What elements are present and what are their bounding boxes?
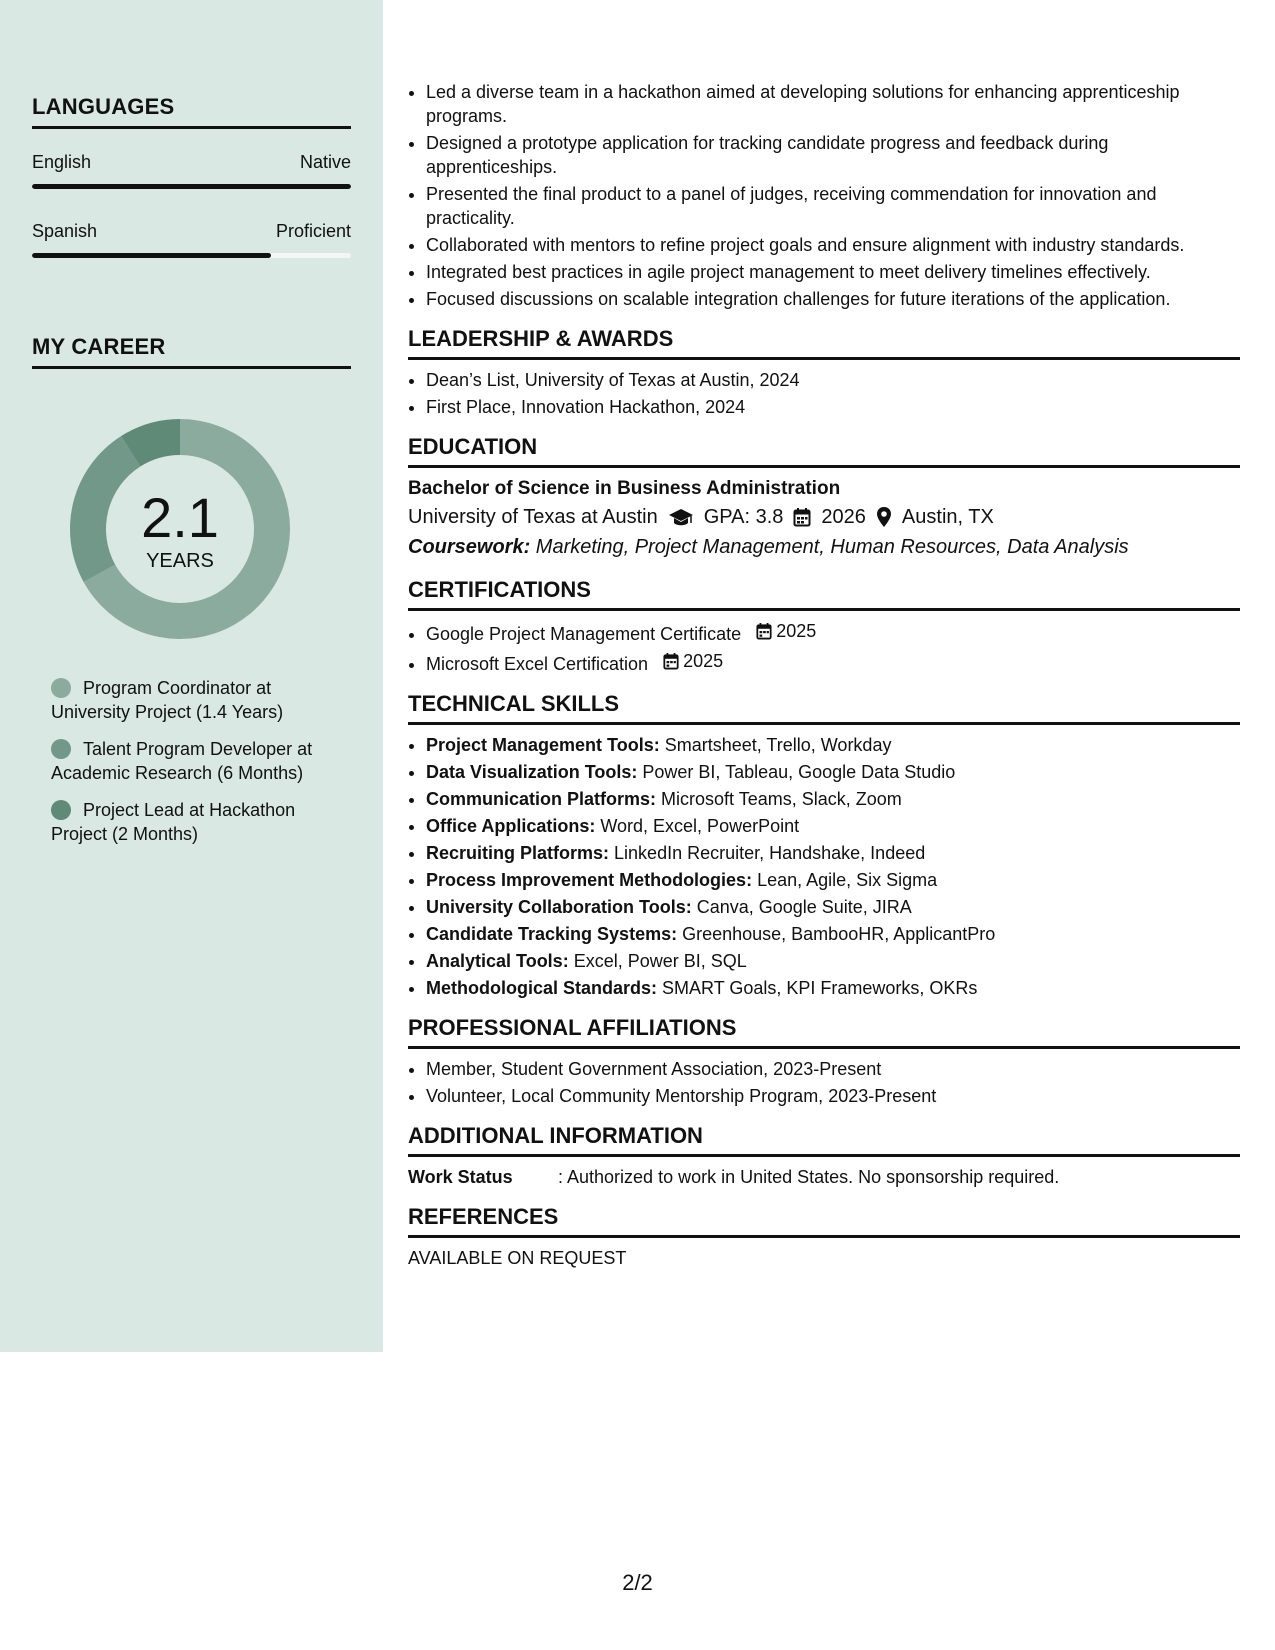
calendar-icon bbox=[793, 507, 811, 527]
skill-values: Canva, Google Suite, JIRA bbox=[691, 897, 912, 917]
section-heading: EDUCATION bbox=[408, 433, 1240, 468]
references-text: AVAILABLE ON REQUEST bbox=[408, 1248, 627, 1268]
list-item bbox=[426, 976, 1240, 1000]
skill-category: Candidate Tracking Systems: bbox=[426, 924, 678, 944]
leadership-section bbox=[408, 325, 1240, 419]
list-item bbox=[426, 619, 1240, 646]
technical-skills-section bbox=[408, 690, 1240, 1000]
main-content bbox=[408, 80, 1240, 1270]
section-heading: LEADERSHIP & AWARDS bbox=[408, 325, 1240, 360]
section-heading: ADDITIONAL INFORMATION bbox=[408, 1122, 1240, 1157]
list-item bbox=[426, 649, 1240, 676]
language-level: Native bbox=[299, 152, 351, 172]
coursework-list: Marketing, Project Management, Human Resources, Data Analysis bbox=[530, 536, 1129, 558]
section-heading: PROFESSIONAL AFFILIATIONS bbox=[408, 1014, 1240, 1049]
languages-heading: LANGUAGES bbox=[32, 94, 351, 129]
coursework-label: Coursework: bbox=[408, 536, 531, 558]
language-row-english bbox=[32, 152, 351, 173]
legend-dot-icon bbox=[51, 800, 71, 820]
list-item: • First Place, Innovation Hackathon, 2024 bbox=[426, 395, 1240, 419]
language-name: English bbox=[32, 152, 92, 172]
section-heading: CERTIFICATIONS bbox=[408, 576, 1240, 611]
career-heading: MY CAREER bbox=[32, 334, 351, 369]
skill-values: LinkedIn Recruiter, Handshake, Indeed bbox=[609, 843, 926, 863]
work-status-row bbox=[408, 1165, 1240, 1189]
list-item: • Designed a prototype application for tracking candidate progress and feedback during apprenticeships. bbox=[426, 131, 1240, 179]
career-legend-item bbox=[51, 676, 341, 724]
language-bar-fill bbox=[32, 184, 351, 189]
gpa: GPA: 3.8 bbox=[703, 506, 784, 528]
list-item: • Integrated best practices in agile project management to meet delivery timelines effectively. bbox=[426, 260, 1240, 284]
career-legend-item bbox=[51, 737, 341, 785]
career-legend-label: Project Lead at Hackathon Project (2 Months) bbox=[51, 800, 296, 844]
graduation-cap-icon bbox=[668, 507, 694, 527]
references-section bbox=[408, 1203, 1240, 1270]
skill-values: Lean, Agile, Six Sigma bbox=[752, 870, 938, 890]
location-pin-icon bbox=[876, 506, 892, 528]
list-item bbox=[426, 868, 1240, 892]
coursework bbox=[408, 532, 1240, 562]
list-item bbox=[426, 760, 1240, 784]
certification-name: Google Project Management Certificate bbox=[426, 624, 742, 644]
legend-dot-icon bbox=[51, 678, 71, 698]
skill-category: Data Visualization Tools: bbox=[426, 762, 638, 782]
career-legend-item bbox=[51, 798, 341, 846]
list-item: • Collaborated with mentors to refine project goals and ensure alignment with industry standards. bbox=[426, 233, 1240, 257]
skill-category: Methodological Standards: bbox=[426, 978, 658, 998]
language-level: Proficient bbox=[275, 221, 351, 241]
career-total-unit: YEARS bbox=[146, 550, 214, 572]
section-heading: REFERENCES bbox=[408, 1203, 1240, 1238]
degree-title: Bachelor of Science in Business Administration bbox=[408, 478, 841, 499]
calendar-icon bbox=[756, 622, 772, 640]
list-item bbox=[426, 895, 1240, 919]
language-name: Spanish bbox=[32, 221, 98, 241]
language-bar-english bbox=[32, 184, 351, 189]
work-status-label: Work Status bbox=[408, 1167, 513, 1187]
certification-date bbox=[756, 619, 816, 643]
career-total-value: 2.1 bbox=[141, 486, 219, 549]
skill-category: University Collaboration Tools: bbox=[426, 897, 692, 917]
list-item: • Member, Student Government Association, 2023-Present bbox=[426, 1057, 1240, 1081]
skill-values: Word, Excel, PowerPoint bbox=[595, 816, 800, 836]
education-details bbox=[408, 502, 1240, 532]
graduation-year: 2026 bbox=[821, 506, 866, 528]
skill-category: Communication Platforms: bbox=[426, 789, 657, 809]
certification-date bbox=[663, 649, 723, 673]
education-section bbox=[408, 433, 1240, 562]
school-location: Austin, TX bbox=[901, 506, 994, 528]
certification-year: 2025 bbox=[683, 651, 724, 671]
career-legend-label: Talent Program Developer at Academic Research (6 Months) bbox=[51, 739, 313, 783]
skill-category: Office Applications: bbox=[426, 816, 596, 836]
affiliations-section bbox=[408, 1014, 1240, 1108]
list-item: • Presented the final product to a panel of judges, receiving commendation for innovation and practicality. bbox=[426, 182, 1240, 230]
language-bar-spanish bbox=[32, 253, 351, 258]
skill-values: Excel, Power BI, SQL bbox=[568, 951, 747, 971]
work-status-value: : Authorized to work in United States. No sponsorship required. bbox=[558, 1167, 1060, 1187]
page-number: 2/2 bbox=[622, 1570, 653, 1595]
skill-values: Smartsheet, Trello, Workday bbox=[659, 735, 892, 755]
school-name: University of Texas at Austin bbox=[408, 506, 658, 528]
sidebar bbox=[0, 0, 383, 1352]
skill-values: Power BI, Tableau, Google Data Studio bbox=[637, 762, 956, 782]
list-item: • Dean’s List, University of Texas at Austin, 2024 bbox=[426, 368, 1240, 392]
section-heading: TECHNICAL SKILLS bbox=[408, 690, 1240, 725]
language-bar-fill bbox=[32, 253, 271, 258]
skill-category: Process Improvement Methodologies: bbox=[426, 870, 753, 890]
list-item bbox=[426, 787, 1240, 811]
list-item: • Led a diverse team in a hackathon aimed at developing solutions for enhancing apprenticeship programs. bbox=[426, 80, 1240, 128]
list-item bbox=[426, 922, 1240, 946]
skill-values: Microsoft Teams, Slack, Zoom bbox=[656, 789, 902, 809]
skill-values: Greenhouse, BambooHR, ApplicantPro bbox=[677, 924, 996, 944]
career-legend-label: Program Coordinator at University Project (1.4 Years) bbox=[51, 678, 284, 722]
list-item bbox=[426, 841, 1240, 865]
language-row-spanish bbox=[32, 221, 351, 242]
certification-name: Microsoft Excel Certification bbox=[426, 654, 649, 674]
career-legend bbox=[51, 676, 341, 859]
legend-dot-icon bbox=[51, 739, 71, 759]
list-item bbox=[426, 949, 1240, 973]
list-item: • Focused discussions on scalable integration challenges for future iterations of the application. bbox=[426, 287, 1240, 311]
skill-category: Recruiting Platforms: bbox=[426, 843, 610, 863]
skill-category: Analytical Tools: bbox=[426, 951, 569, 971]
list-item bbox=[426, 814, 1240, 838]
skill-category: Project Management Tools: bbox=[426, 735, 660, 755]
additional-info-section bbox=[408, 1122, 1240, 1189]
certifications-section bbox=[408, 576, 1240, 676]
calendar-icon bbox=[663, 652, 679, 670]
project-bullet-list bbox=[408, 80, 1240, 311]
list-item bbox=[426, 733, 1240, 757]
certification-year: 2025 bbox=[776, 621, 817, 641]
skill-values: SMART Goals, KPI Frameworks, OKRs bbox=[657, 978, 978, 998]
list-item: • Volunteer, Local Community Mentorship Program, 2023-Present bbox=[426, 1084, 1240, 1108]
